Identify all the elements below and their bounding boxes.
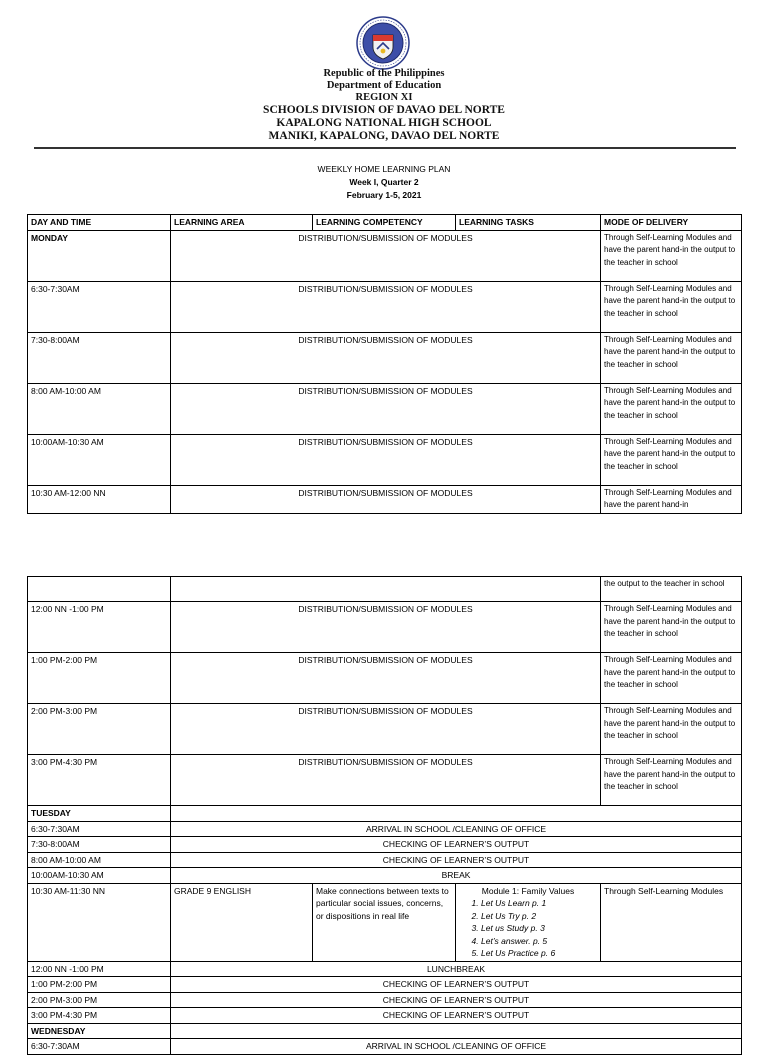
module-title: Module 1: Family Values (481, 885, 575, 896)
letterhead-line-republic: Republic of the Philippines (323, 68, 445, 79)
column-header: DAY AND TIME (28, 215, 171, 231)
activity-cell: DISTRIBUTION/SUBMISSION OF MODULES (171, 602, 601, 653)
time-cell: 10:30 AM-11:30 NN (28, 883, 171, 961)
mode-cell: Through Self-Learning Modules and have the parent hand-in the output to the teacher in school (601, 653, 742, 704)
table-row (28, 434, 742, 485)
column-header: LEARNING TASKS (456, 215, 601, 231)
table-row (28, 485, 742, 513)
time-cell: 8:00 AM-10:00 AM (28, 852, 171, 868)
time-cell (28, 577, 171, 602)
plan-dates: February 1-5, 2021 (346, 190, 422, 200)
tasks-cell (456, 883, 601, 961)
plan-week: Week I, Quarter 2 (349, 177, 419, 187)
letterhead (0, 68, 768, 143)
activity-cell (171, 806, 742, 822)
mode-cell: the output to the teacher in school (601, 577, 742, 602)
time-cell: 1:00 PM-2:00 PM (28, 977, 171, 993)
table-row (28, 1008, 742, 1024)
activity-cell: CHECKING OF LEARNER’S OUTPUT (171, 977, 742, 993)
table-row (28, 961, 742, 977)
activity-cell: DISTRIBUTION/SUBMISSION OF MODULES (171, 383, 601, 434)
day-cell: MONDAY (28, 230, 171, 281)
time-cell: 6:30-7:30AM (28, 821, 171, 837)
table-row (28, 992, 742, 1008)
table-row (28, 1023, 742, 1039)
activity-cell (171, 577, 601, 602)
column-header: LEARNING COMPETENCY (313, 215, 456, 231)
task-item: 5. Let Us Practice p. 6 (481, 947, 597, 960)
time-cell: 6:30-7:30AM (28, 1039, 171, 1055)
mode-cell: Through Self-Learning Modules and have the parent hand-in the output to the teacher in school (601, 602, 742, 653)
time-cell: 8:00 AM-10:00 AM (28, 383, 171, 434)
page-break (0, 520, 768, 576)
table-row (28, 383, 742, 434)
time-cell: 10:00AM-10:30 AM (28, 434, 171, 485)
table-row (28, 704, 742, 755)
activity-cell: DISTRIBUTION/SUBMISSION OF MODULES (171, 653, 601, 704)
activity-cell: ARRIVAL IN SCHOOL /CLEANING OF OFFICE (171, 821, 742, 837)
table-row (28, 1039, 742, 1055)
activity-cell: DISTRIBUTION/SUBMISSION OF MODULES (171, 704, 601, 755)
task-item: 4. Let’s answer. p. 5 (481, 935, 597, 948)
table-row (28, 837, 742, 853)
mode-cell: Through Self-Learning Modules and have the parent hand-in the output to the teacher in school (601, 281, 742, 332)
task-list (459, 897, 597, 960)
letterhead-divider (34, 147, 736, 149)
activity-cell: DISTRIBUTION/SUBMISSION OF MODULES (171, 230, 601, 281)
table-row (28, 602, 742, 653)
document-page-1 (0, 0, 768, 520)
table-row (28, 755, 742, 806)
plan-heading (0, 163, 768, 202)
time-cell: 3:00 PM-4:30 PM (28, 755, 171, 806)
letterhead-line-region: REGION XI (355, 92, 413, 103)
mode-cell: Through Self-Learning Modules and have the parent hand-in the output to the teacher in school (601, 230, 742, 281)
time-cell: 12:00 NN -1:00 PM (28, 961, 171, 977)
table-row (28, 852, 742, 868)
mode-cell: Through Self-Learning Modules (601, 883, 742, 961)
table-row (28, 806, 742, 822)
task-item: 3. Let us Study p. 3 (481, 922, 597, 935)
table-row (28, 653, 742, 704)
table-row (28, 868, 742, 884)
letterhead-line-school: KAPALONG NATIONAL HIGH SCHOOL (276, 117, 492, 129)
activity-cell: CHECKING OF LEARNER’S OUTPUT (171, 992, 742, 1008)
schedule-table-page-1 (27, 214, 742, 514)
activity-cell: LUNCHBREAK (171, 961, 742, 977)
day-cell: TUESDAY (28, 806, 171, 822)
schedule-table-page-2 (27, 576, 742, 1055)
letterhead-line-division: SCHOOLS DIVISION OF DAVAO DEL NORTE (263, 104, 505, 116)
task-item: 1. Let Us Learn p. 1 (481, 897, 597, 910)
mode-cell: Through Self-Learning Modules and have the parent hand-in the output to the teacher in school (601, 755, 742, 806)
activity-cell (171, 1023, 742, 1039)
time-cell: 7:30-8:00AM (28, 332, 171, 383)
time-cell: 10:30 AM-12:00 NN (28, 485, 171, 513)
activity-cell: BREAK (171, 868, 742, 884)
time-cell: 12:00 NN -1:00 PM (28, 602, 171, 653)
time-cell: 10:00AM-10:30 AM (28, 868, 171, 884)
column-header: LEARNING AREA (171, 215, 313, 231)
activity-cell: DISTRIBUTION/SUBMISSION OF MODULES (171, 281, 601, 332)
mode-cell: Through Self-Learning Modules and have the parent hand-in the output to the teacher in school (601, 383, 742, 434)
time-cell: 3:00 PM-4:30 PM (28, 1008, 171, 1024)
activity-cell: CHECKING OF LEARNER’S OUTPUT (171, 1008, 742, 1024)
deped-seal-icon (356, 16, 410, 70)
table-header-row (28, 215, 742, 231)
learning-area-cell: GRADE 9 ENGLISH (171, 883, 313, 961)
time-cell: 7:30-8:00AM (28, 837, 171, 853)
time-cell: 2:00 PM-3:00 PM (28, 992, 171, 1008)
column-header: MODE OF DELIVERY (601, 215, 742, 231)
plan-title: WEEKLY HOME LEARNING PLAN (317, 164, 451, 174)
table-row (28, 230, 742, 281)
table-row (28, 577, 742, 602)
activity-cell: DISTRIBUTION/SUBMISSION OF MODULES (171, 332, 601, 383)
activity-cell: CHECKING OF LEARNER’S OUTPUT (171, 837, 742, 853)
day-cell: WEDNESDAY (28, 1023, 171, 1039)
letterhead-line-department: Department of Education (326, 80, 442, 91)
time-cell: 2:00 PM-3:00 PM (28, 704, 171, 755)
mode-cell: Through Self-Learning Modules and have the parent hand-in the output to the teacher in school (601, 704, 742, 755)
table-row (28, 332, 742, 383)
time-cell: 1:00 PM-2:00 PM (28, 653, 171, 704)
activity-cell: DISTRIBUTION/SUBMISSION OF MODULES (171, 485, 601, 513)
mode-cell: Through Self-Learning Modules and have the parent hand-in the output to the teacher in school (601, 332, 742, 383)
table-row (28, 281, 742, 332)
letterhead-line-address: MANIKI, KAPALONG, DAVAO DEL NORTE (268, 130, 500, 142)
task-item: 2. Let Us Try p. 2 (481, 910, 597, 923)
activity-cell: ARRIVAL IN SCHOOL /CLEANING OF OFFICE (171, 1039, 742, 1055)
time-cell: 6:30-7:30AM (28, 281, 171, 332)
table-row (28, 821, 742, 837)
mode-cell: Through Self-Learning Modules and have the parent hand-in (601, 485, 742, 513)
competency-cell: Make connections between texts to particular social issues, concerns, or dispositions in real life (313, 883, 456, 961)
activity-cell: DISTRIBUTION/SUBMISSION OF MODULES (171, 755, 601, 806)
activity-cell: DISTRIBUTION/SUBMISSION OF MODULES (171, 434, 601, 485)
table-row (28, 977, 742, 993)
mode-cell: Through Self-Learning Modules and have the parent hand-in the output to the teacher in school (601, 434, 742, 485)
table-row-english (28, 883, 742, 961)
activity-cell: CHECKING OF LEARNER’S OUTPUT (171, 852, 742, 868)
